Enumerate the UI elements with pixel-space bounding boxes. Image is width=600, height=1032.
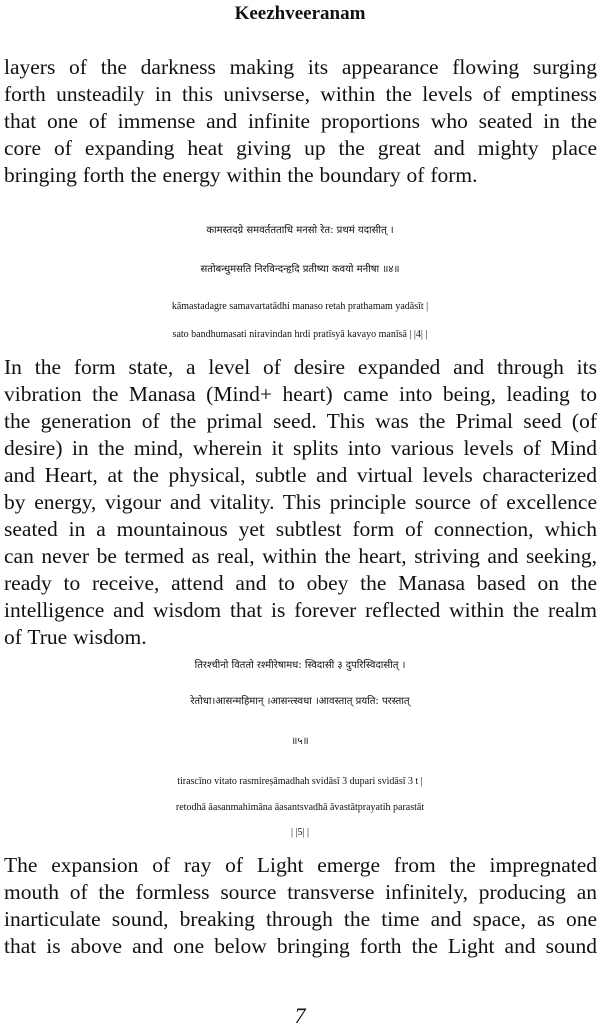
paragraph-line: inarticulate sound, breaking through the time and space, as one: [4, 907, 597, 931]
paragraph-line: ready to receive, attend and to obey the Manasa based on the: [4, 571, 597, 595]
transliteration-verse-number: | |5| |: [290, 827, 309, 838]
paragraph-line: and Heart, at the physical, subtle and virtual levels characterized: [4, 463, 597, 487]
sanskrit-verse-line: तिरश्चीनो विततो रश्मीरेषामध: स्विदासी ३ दुपरिस्विदासीत् ।: [194, 660, 406, 671]
paragraph-line: that is above and one below bringing forth the Light and sound: [4, 934, 597, 958]
transliteration-line: tirascīno vitato rasmireṣāmadhah svidāsī 3 dupari svidāsī 3 t |: [177, 776, 423, 787]
sanskrit-verse-line: सतोबन्धुमसति निरविन्दन्हृदि प्रतीष्या कवयो मनीषा ॥४॥: [200, 264, 400, 275]
paragraph-line: core of expanding heat giving up the great and mighty place: [4, 136, 597, 160]
paragraph-line: by energy, vigour and vitality. This principle source of excellence: [4, 490, 597, 514]
paragraph-line: seated in a mountainous yet subtlest form of connection, which: [4, 517, 597, 541]
paragraph-line: The expansion of ray of Light emerge from the impregnated: [4, 853, 597, 877]
paragraph-line: desire) in the mind, wherein it splits into various levels of Mind: [4, 436, 597, 460]
paragraph-line: layers of the darkness making its appearance flowing surging: [4, 55, 597, 79]
paragraph-line: the generation of the primal seed. This was the Primal seed (of: [4, 409, 597, 433]
transliteration-line: kāmastadagre samavartatādhi manaso retah prathamam yadāsīt |: [171, 301, 429, 312]
paragraph-line: mouth of the formless source transverse infinitely, producing an: [4, 880, 597, 904]
sanskrit-verse-line: रेतोधा।आसन्महिमान् ।आसन्त्स्वधा ।आवस्तात् प्रयति: परस्तात्: [190, 696, 410, 707]
paragraph-line: intelligence and wisdom that is forever reflected within the realm: [4, 598, 597, 622]
transliteration-line: retodhā āasanmahimāna āasantsvadhā āvastātprayatih parastāt: [175, 802, 425, 813]
transliteration-line: sato bandhumasati niravindan hrdi pratīsyā kavayo manīsā | |4| |: [172, 329, 428, 340]
paragraph-line: forth unsteadily in this univserse, within the levels of emptiness: [4, 82, 597, 106]
paragraph-line: vibration the Manasa (Mind+ heart) came into being, leading to: [4, 382, 597, 406]
paragraph-line: that one of immense and infinite proportions who seated in the: [4, 109, 597, 133]
sanskrit-verse-line: कामस्तदग्रे समवर्ततताधि मनसो रेत: प्रथमं यदासीत् ।: [206, 225, 394, 236]
verse-number: ॥५॥: [291, 736, 309, 747]
running-header: Keezhveeranam: [234, 3, 366, 24]
page-number: 7: [294, 1003, 306, 1028]
paragraph-line: of True wisdom.: [4, 625, 147, 649]
paragraph-line: can never be termed as real, within the heart, striving and seeking,: [4, 544, 597, 568]
paragraph-line: In the form state, a level of desire expanded and through its: [4, 355, 597, 379]
paragraph-line: bringing forth the energy within the boundary of form.: [4, 163, 478, 187]
